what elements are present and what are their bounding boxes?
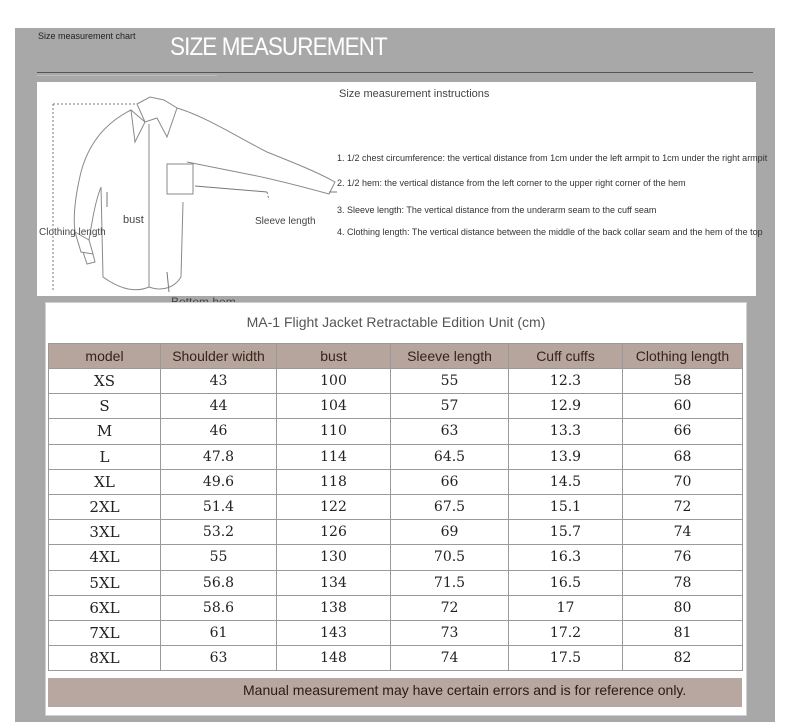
size-cell: XS	[49, 369, 161, 394]
value-cell: 17	[509, 595, 623, 620]
value-cell: 60	[623, 394, 743, 419]
size-table-card	[45, 302, 747, 716]
size-cell: 3XL	[49, 520, 161, 545]
value-cell: 15.7	[509, 520, 623, 545]
value-cell: 81	[623, 620, 743, 645]
value-cell: 100	[277, 369, 391, 394]
header-small-title: Size measurement chart	[38, 31, 136, 41]
header-divider	[37, 72, 753, 73]
value-cell: 73	[391, 620, 509, 645]
value-cell: 49.6	[161, 469, 277, 494]
header-sleeve-length: Sleeve length	[391, 344, 509, 369]
label-clothing-length: Clothing length	[39, 227, 106, 238]
value-cell: 68	[623, 444, 743, 469]
value-cell: 14.5	[509, 469, 623, 494]
table-row	[49, 469, 743, 494]
value-cell: 51.4	[161, 494, 277, 519]
header-model: model	[49, 344, 161, 369]
value-cell: 13.9	[509, 444, 623, 469]
value-cell: 43	[161, 369, 277, 394]
table-row	[49, 394, 743, 419]
value-cell: 134	[277, 570, 391, 595]
label-sleeve-length: Sleeve length	[255, 216, 316, 227]
size-cell: 8XL	[49, 646, 161, 671]
value-cell: 130	[277, 545, 391, 570]
value-cell: 63	[161, 646, 277, 671]
table-header-row	[49, 344, 743, 369]
value-cell: 104	[277, 394, 391, 419]
value-cell: 67.5	[391, 494, 509, 519]
header-divider-light	[37, 75, 217, 76]
size-cell: 4XL	[49, 545, 161, 570]
value-cell: 72	[623, 494, 743, 519]
value-cell: 16.5	[509, 570, 623, 595]
value-cell: 56.8	[161, 570, 277, 595]
value-cell: 72	[391, 595, 509, 620]
table-row	[49, 369, 743, 394]
instruction-4: 4. Clothing length: The vertical distance between the middle of the back collar seam and the hem of the top	[337, 227, 763, 237]
value-cell: 138	[277, 595, 391, 620]
value-cell: 74	[391, 646, 509, 671]
table-row	[49, 444, 743, 469]
value-cell: 12.9	[509, 394, 623, 419]
value-cell: 58	[623, 369, 743, 394]
size-cell: 6XL	[49, 595, 161, 620]
value-cell: 118	[277, 469, 391, 494]
measurement-diagram	[37, 82, 768, 296]
size-table	[48, 343, 743, 671]
instructions-title: Size measurement instructions	[339, 88, 490, 100]
value-cell: 66	[391, 469, 509, 494]
size-chart-panel	[15, 28, 775, 722]
table-row	[49, 646, 743, 671]
jacket-sketch-icon	[37, 82, 756, 296]
value-cell: 76	[623, 545, 743, 570]
value-cell: 44	[161, 394, 277, 419]
value-cell: 63	[391, 419, 509, 444]
size-cell: L	[49, 444, 161, 469]
instruction-2: 2. 1/2 hem: the vertical distance from the left corner to the upper right corner of the hem	[337, 178, 686, 188]
value-cell: 61	[161, 620, 277, 645]
value-cell: 70	[623, 469, 743, 494]
table-title: MA-1 Flight Jacket Retractable Edition Unit (cm)	[246, 314, 546, 330]
value-cell: 80	[623, 595, 743, 620]
value-cell: 64.5	[391, 444, 509, 469]
value-cell: 114	[277, 444, 391, 469]
table-row	[49, 520, 743, 545]
disclaimer-bar	[48, 678, 742, 707]
value-cell: 58.6	[161, 595, 277, 620]
size-cell: S	[49, 394, 161, 419]
value-cell: 82	[623, 646, 743, 671]
value-cell: 148	[277, 646, 391, 671]
table-row	[49, 620, 743, 645]
size-cell: 5XL	[49, 570, 161, 595]
value-cell: 53.2	[161, 520, 277, 545]
value-cell: 47.8	[161, 444, 277, 469]
value-cell: 55	[161, 545, 277, 570]
table-row	[49, 419, 743, 444]
header-shoulder-width: Shoulder width	[161, 344, 277, 369]
value-cell: 143	[277, 620, 391, 645]
value-cell: 71.5	[391, 570, 509, 595]
value-cell: 46	[161, 419, 277, 444]
table-row	[49, 494, 743, 519]
value-cell: 122	[277, 494, 391, 519]
value-cell: 55	[391, 369, 509, 394]
label-bust: bust	[123, 214, 144, 226]
value-cell: 16.3	[509, 545, 623, 570]
value-cell: 74	[623, 520, 743, 545]
value-cell: 57	[391, 394, 509, 419]
value-cell: 69	[391, 520, 509, 545]
table-row	[49, 595, 743, 620]
instruction-1: 1. 1/2 chest circumference: the vertical distance from 1cm under the left armpit to 1cm under the right armpit	[337, 153, 768, 163]
value-cell: 17.2	[509, 620, 623, 645]
size-cell: 2XL	[49, 494, 161, 519]
value-cell: 15.1	[509, 494, 623, 519]
table-row	[49, 570, 743, 595]
value-cell: 110	[277, 419, 391, 444]
header-big-title: SIZE MEASUREMENT	[170, 33, 387, 61]
value-cell: 70.5	[391, 545, 509, 570]
value-cell: 126	[277, 520, 391, 545]
instruction-3: 3. Sleeve length: The vertical distance from the underarm seam to the cuff seam	[337, 205, 657, 215]
header-bust: bust	[277, 344, 391, 369]
value-cell: 12.3	[509, 369, 623, 394]
value-cell: 17.5	[509, 646, 623, 671]
value-cell: 66	[623, 419, 743, 444]
header-clothing-length: Clothing length	[623, 344, 743, 369]
disclaimer-text: Manual measurement may have certain errors and is for reference only.	[243, 682, 687, 698]
value-cell: 13.3	[509, 419, 623, 444]
size-cell: M	[49, 419, 161, 444]
size-cell: XL	[49, 469, 161, 494]
size-cell: 7XL	[49, 620, 161, 645]
value-cell: 78	[623, 570, 743, 595]
table-row	[49, 545, 743, 570]
header-cuff: Cuff cuffs	[509, 344, 623, 369]
